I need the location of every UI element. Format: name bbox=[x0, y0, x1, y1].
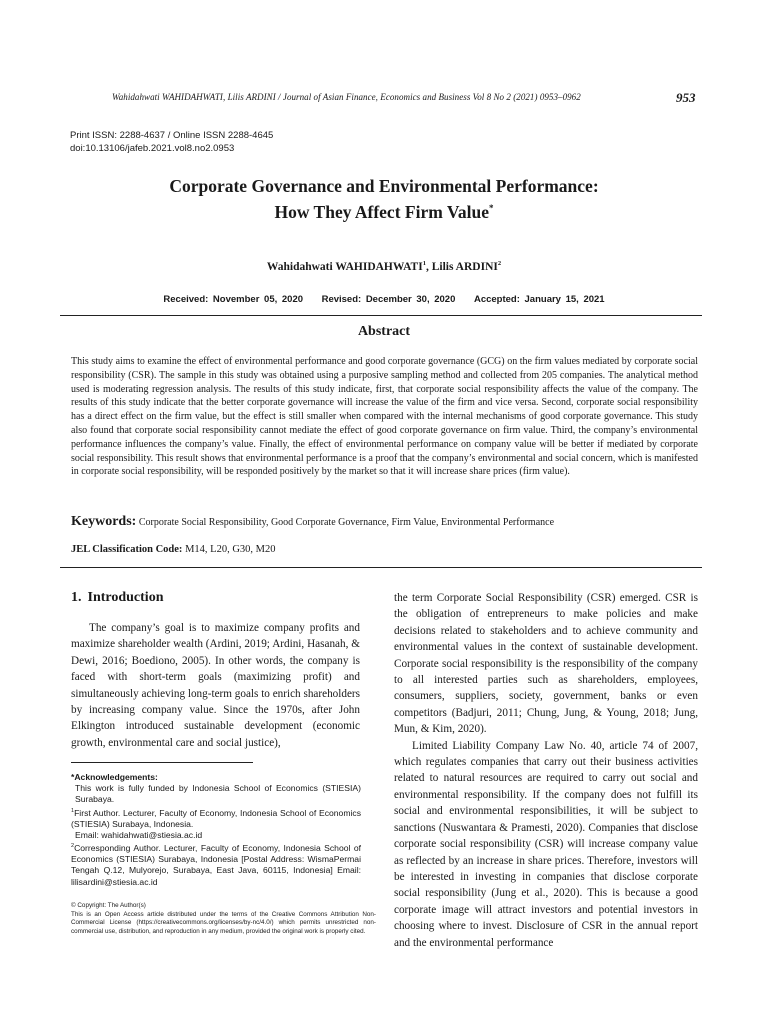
section-heading-introduction bbox=[71, 590, 163, 606]
right-column-text bbox=[394, 590, 698, 951]
author-2-mark: 2 bbox=[497, 260, 502, 267]
jel-label: JEL Classification Code: bbox=[71, 544, 183, 555]
left-column-text bbox=[71, 620, 360, 751]
section-number: 1. bbox=[71, 590, 82, 605]
footnote-2-text: Corresponding Author. Lecturer, Faculty of Economy, Indonesia School of Economics (STIESIA) Surabaya, Indonesia [Postal Address: WismaPermai Tengah Q.12, Mulyorejo, Surabaya, East Java, 60115, Indonesia] Email: lilisardini@stiesia.ac.id bbox=[71, 842, 361, 887]
title-line-1: Corporate Governance and Environmental Performance: bbox=[169, 176, 599, 196]
footnote-1-text: First Author. Lecturer, Faculty of Economy, Indonesia School of Economics (STIESIA) Surabaya, Indonesia. bbox=[71, 807, 361, 829]
footnote-1-email[interactable]: Email: wahidahwati@stiesia.ac.id bbox=[75, 829, 203, 840]
abstract-bottom-rule bbox=[60, 567, 702, 568]
acknowledgements-heading: *Acknowledgements: bbox=[71, 772, 158, 782]
revised-date: Revised: December 30, 2020 bbox=[321, 294, 456, 305]
intro-paragraph-2: Limited Liability Company Law No. 40, article 74 of 2007, which regulates companies that carry out their business activities related to natural resources are required to carry out social and environmental responsibility. If the company does not fulfill its social and environmental responsibilities, it will be subject to sanctions (Nuswantara & Pramesti, 2020). Companies that disclose corporate social responsibility (CSR) will increase company value as reflected by an increase in share prices. Therefore, investors will be interested in investing in companies that disclose corporate social responsibility (Jung et al., 2020). This is because a good corporate image will attract investors and potential investors in choosing where to invest. Disclosure of CSR in the annual report and the environmental performance bbox=[394, 739, 698, 949]
issn-block bbox=[70, 129, 273, 155]
abstract-top-rule bbox=[60, 315, 702, 316]
intro-paragraph-1-continued: the term Corporate Social Responsibility (CSR) emerged. CSR is the obligation of entrepreneurs to make policies and make decisions related to stakeholders and to achieve community and environmental values in the context of sustainable development. Corporate social responsibility is the responsibility of the company to all interested parties such as shareholders, employees, consumers, suppliers, society, government, banks or even competitors (Badjuri, 2011; Chung, Jung, & Young, 2018; Jung, Mun, & Kim, 2020). bbox=[394, 592, 698, 736]
keywords-text: Corporate Social Responsibility, Good Corporate Governance, Firm Value, Environmental Performance bbox=[138, 517, 555, 528]
footnote-1-mark: 1 bbox=[71, 807, 75, 814]
footnotes bbox=[71, 772, 361, 888]
author-1-mark: 1 bbox=[422, 260, 426, 267]
title-footnote-mark: * bbox=[489, 203, 494, 214]
author-1: Wahidahwati WAHIDAHWATI bbox=[266, 260, 423, 273]
issn-line: Print ISSN: 2288-4637 / Online ISSN 2288-4645 bbox=[70, 130, 274, 141]
license-text: This is an Open Access article distributed under the terms of the Creative Commons Attribution Non-Commercial License (https://creativecommons.org/licenses/by-nc/4.0/) which permits unrestricted non-commercial use, distribution, and reproduction in any medium, provided the original work is properly cited. bbox=[71, 910, 376, 936]
copyright-line: © Copyright: The Author(s) bbox=[71, 902, 146, 909]
doi-link[interactable]: doi:10.13106/jafeb.2021.vol8.no2.0953 bbox=[70, 143, 235, 154]
title-line-2 bbox=[60, 199, 708, 225]
footnote-rule bbox=[71, 762, 253, 763]
accepted-date: Accepted: January 15, 2021 bbox=[473, 294, 605, 305]
intro-paragraph-1: The company’s goal is to maximize company profits and maximize shareholder wealth (Ardini, 2019; Ardini, Hasanah, & Dewi, 2016; Boediono, 2005). In other words, the company is faced with short-term goals (maximizing profit) and simultaneously achieving long-term goals to enrich shareholders by increasing company value. Since the 1970s, after John Elkington introduced sustainable development (economic growth, environmental care and social justice), bbox=[71, 622, 360, 749]
section-title: Introduction bbox=[87, 590, 164, 605]
abstract-text: This study aims to examine the effect of environmental performance and good corporate governance (GCG) on the firm values mediated by corporate social responsibility (CSR). The sample in this study was obtained using a purposive sampling method and collected from 205 companies. The analytical method used is moderating regression analysis. The results of this study indicate, first, that corporate social responsibility affects the value of the company. The results of this study indicate that the better corporate governance will increase the value of the firm and vice versa. Second, corporate social responsibility has a direct effect on the firm value, but the effect is still smaller when compared with the internal mechanisms of good corporate governance. This study also found that corporate social responsibility cannot mediate the effect of good corporate governance on firm value. Third, the company’s environmental performance influences the company’s value. Finally, the effect of environmental performance on company value will be better if mediated by corporate social responsibility. This result shows that environmental performance is a proof that the company’s environmental and social concern, which is manifested in corporate social responsibility, will be responded positively by the market so that it will increase share prices (firm value). bbox=[71, 356, 698, 478]
author-separator: , bbox=[425, 260, 432, 273]
keywords-label: Keywords: bbox=[71, 514, 137, 529]
page-number: 953 bbox=[676, 90, 696, 105]
acknowledgements-text: This work is fully funded by Indonesia School of Economics (STIESIA) Surabaya. bbox=[75, 783, 361, 805]
abstract-heading: Abstract bbox=[357, 324, 411, 339]
author-list bbox=[60, 260, 708, 273]
keywords bbox=[71, 514, 711, 530]
footnote-2-mark: 2 bbox=[71, 843, 75, 850]
article-title bbox=[60, 173, 708, 225]
received-date: Received: November 05, 2020 bbox=[163, 294, 304, 305]
running-head: Wahidahwati WAHIDAHWATI, Lilis ARDINI / Journal of Asian Finance, Economics and Business Vol 8 No 2 (2021) 0953–0962 bbox=[112, 92, 581, 102]
title-line-2-text: How They Affect Firm Value bbox=[274, 202, 490, 222]
article-dates bbox=[60, 294, 708, 305]
author-2: Lilis ARDINI bbox=[431, 260, 498, 273]
copyright-notice bbox=[71, 902, 376, 937]
jel-classification bbox=[71, 544, 275, 555]
footnote-2 bbox=[71, 841, 361, 888]
jel-codes: M14, L20, G30, M20 bbox=[185, 544, 276, 555]
footnote-1 bbox=[71, 806, 361, 830]
